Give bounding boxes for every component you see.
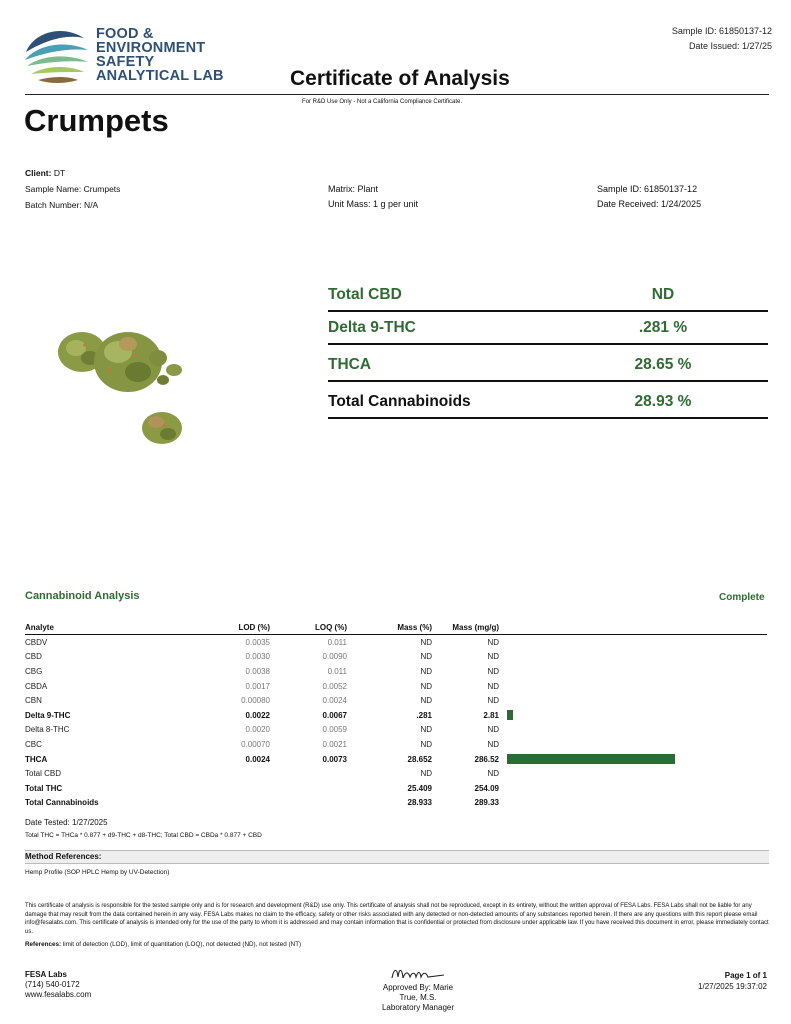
analyte-name: Total Cannabinoids [25,798,99,808]
analyte-bar-cell [499,664,767,679]
date-tested: Date Tested: 1/27/2025 [25,818,108,827]
footer-website: www.fesalabs.com [25,990,92,999]
summary-label: Total CBD [328,286,402,303]
summary-row-total-cannabinoids [328,383,768,419]
client-value: DT [53,168,66,178]
lab-name-line: ENVIRONMENT [96,40,206,56]
lab-name-line: SAFETY [96,54,155,70]
footer-approval [330,983,506,1013]
method-references-header [25,850,769,864]
analyte-mass-pct: ND [420,696,432,706]
analyte-loq: 0.011 [327,637,347,647]
date-received: Date Received: 1/24/2025 [597,199,702,209]
client-label: Client: [25,168,52,178]
analyte-mass-pct: ND [420,725,432,735]
analyte-row [25,708,767,723]
batch-number: Batch Number: N/A [25,200,99,210]
col-loq: LOQ (%) [270,620,347,635]
analyte-bar-cell [499,796,767,811]
footer-contact [25,970,91,1000]
analyte-mass-mg: ND [487,769,499,779]
analyte-bar-cell [499,693,767,708]
client-info [25,165,120,213]
summary-label: Total Cannabinoids [328,393,471,410]
analyte-mass-pct: 25.409 [407,783,432,793]
analyte-row [25,766,767,781]
analyte-loq: 0.0067 [322,710,347,720]
summary-row-delta9-thc [328,309,768,345]
analyte-bar-cell [499,723,767,738]
col-mass-pct: Mass (%) [347,620,432,635]
analyte-row [25,664,767,679]
analyte-loq: 0.0073 [322,754,347,764]
analyte-row [25,796,767,811]
references-text: limit of detection (LOD), limit of quantitation (LOQ), not detected (ND), not tested (NT) [62,941,302,948]
unit-mass: Unit Mass: 1 g per unit [328,199,419,209]
analyte-name: Total THC [25,783,63,793]
analyte-mass-mg: ND [487,696,499,706]
analyte-lod: 0.0030 [245,652,270,662]
analyte-mass-pct: 28.933 [407,798,432,808]
header-date-issued: Date Issued: 1/27/25 [688,41,772,51]
analyte-bar [507,710,513,720]
analyte-name: CBC [25,739,42,749]
analyte-lod [205,766,270,781]
page-number: Page 1 of 1 [724,971,767,980]
disclaimer: This certificate of analysis is responsible for the tested sample only and is for research and development (R&D) use only. This certificate of analysis shall not be reproduced, except in its entirety, without the written approval of FESA Labs. FESA Labs shall not be liable for any damage that may result from the data contained herein in any way. FESA Labs makes no claim to the efficacy, safety or other risks associated with any detected or non-detected amounts of any substances reported herein. If there are any questions with this report please email info@fesalabs.com. This certificate of analysis is intended only for the use of the party to whom it is addressed and may contain information that is confidential or protected from disclosure under applicable law. If you have received this document in error, please immediately contact us. [25,903,769,935]
col-bar [499,620,767,635]
analyte-loq: 0.0052 [322,681,347,691]
analyte-bar-cell [499,635,767,650]
analyte-mass-mg: ND [487,725,499,735]
summary-value: 28.65 % [634,356,692,373]
approver-title: True, M.S. [399,993,437,1002]
sample-name: Sample Name: Crumpets [25,184,121,194]
product-name: Crumpets [24,103,169,138]
certificate-title: Certificate of Analysis [290,67,510,90]
summary-row-thca [328,346,768,382]
report-timestamp: 1/27/2025 19:37:02 [698,982,767,991]
analyte-row [25,679,767,694]
product-photo [40,300,200,460]
analyte-mass-pct: ND [420,666,432,676]
footer-phone: (714) 540-0172 [25,980,80,989]
formula-note: Total THC = THCa * 0.877 + d9-THC + d8-THC; Total CBD = CBDa * 0.877 + CBD [25,832,262,839]
analyte-name: CBN [25,696,42,706]
summary-label: THCA [328,356,372,373]
analyte-table-header [25,620,767,635]
method-heading: Method References: [25,852,102,861]
analyte-loq: 0.0024 [322,696,347,706]
footer-page-info [698,970,767,992]
analyte-mass-mg: 254.09 [474,783,499,793]
summary-value: .281 % [638,319,688,336]
col-analyte: Analyte [25,620,205,635]
analyte-name: Delta 8-THC [25,725,70,735]
analyte-mass-pct: .281 [416,710,432,720]
sample-matrix-info [328,182,418,212]
method-text: Hemp Profile (SOP HPLC Hemp by UV-Detection) [25,869,170,876]
analyte-mass-mg: ND [487,652,499,662]
references-label: References: [25,941,62,948]
analyte-name: THCA [25,754,48,764]
analyte-mass-pct: ND [420,652,432,662]
analyte-loq: 0.011 [327,666,347,676]
analyte-bar-cell [499,752,767,767]
analyte-row [25,693,767,708]
footer-company: FESA Labs [25,970,67,979]
analyte-lod: 0.0022 [245,710,270,720]
analyte-mass-mg: 289.33 [474,798,499,808]
analyte-lod: 0.0020 [245,725,270,735]
analyte-loq [270,781,347,796]
analyte-loq: 0.0090 [322,652,347,662]
matrix: Matrix: Plant [328,184,379,194]
analyte-loq: 0.0059 [322,725,347,735]
analyte-name: Delta 9-THC [25,710,71,720]
summary-value: 28.93 % [634,393,692,410]
analyte-lod [205,781,270,796]
analyte-bar-cell [499,679,767,694]
analyte-lod: 0.0024 [245,754,270,764]
lab-name-line: FOOD & [96,26,154,42]
col-lod: LOD (%) [205,620,270,635]
references [25,941,301,948]
analyte-mass-mg: ND [487,666,499,676]
analyte-row [25,650,767,665]
analyte-lod: 0.00070 [241,739,270,749]
header-meta [672,24,772,54]
analyte-lod [205,796,270,811]
analyte-mass-mg: 286.52 [474,754,499,764]
analyte-name: CBG [25,666,43,676]
col-mass-mg: Mass (mg/g) [432,620,499,635]
analyte-mass-pct: ND [420,637,432,647]
sample-id-info [597,182,701,212]
analyte-bar-cell [499,766,767,781]
analyte-row [25,752,767,767]
analyte-mass-pct: ND [420,739,432,749]
analyte-lod: 0.0038 [245,666,270,676]
analyte-bar-cell [499,737,767,752]
analyte-name: CBDA [25,681,48,691]
lab-name-line: ANALYTICAL LAB [96,68,224,84]
analysis-status: Complete [719,592,765,603]
analyte-lod: 0.0035 [245,637,270,647]
sample-id: Sample ID: 61850137-12 [597,184,698,194]
signature [388,962,448,984]
header-sample-id: Sample ID: 61850137-12 [671,26,772,36]
summary-value: ND [651,286,675,303]
analyte-name: CBD [25,652,42,662]
analyte-row [25,635,767,650]
approved-by: Approved By: Marie [382,983,454,992]
analyte-table [25,620,767,810]
analysis-title: Cannabinoid Analysis [25,590,140,602]
lab-name [96,27,224,83]
analyte-name: Total CBD [25,769,62,779]
certificate-note: For R&D Use Only - Not a California Compliance Certificate. [302,99,463,105]
analyte-mass-mg: ND [487,739,499,749]
approver-role: Laboratory Manager [381,1003,455,1012]
analyte-loq [270,796,347,811]
analyte-mass-mg: 2.81 [483,710,499,720]
summary-label: Delta 9-THC [328,319,416,336]
header-divider [25,94,769,95]
analyte-mass-mg: ND [487,637,499,647]
analyte-mass-pct: 28.652 [407,754,432,764]
analyte-bar-cell [499,708,767,723]
analyte-name: CBDV [25,637,48,647]
analyte-loq: 0.0021 [322,739,347,749]
analyte-mass-pct: ND [420,769,432,779]
summary-row-total-cbd [328,276,768,312]
analyte-lod: 0.0017 [245,681,270,691]
analyte-mass-mg: ND [487,681,499,691]
analyte-row [25,737,767,752]
analyte-mass-pct: ND [420,681,432,691]
lab-logo [22,22,92,88]
analyte-loq [270,766,347,781]
analyte-lod: 0.00080 [241,696,270,706]
analyte-bar-cell [499,781,767,796]
analyte-bar [507,754,675,764]
analyte-row [25,781,767,796]
analyte-bar-cell [499,650,767,665]
analyte-row [25,723,767,738]
